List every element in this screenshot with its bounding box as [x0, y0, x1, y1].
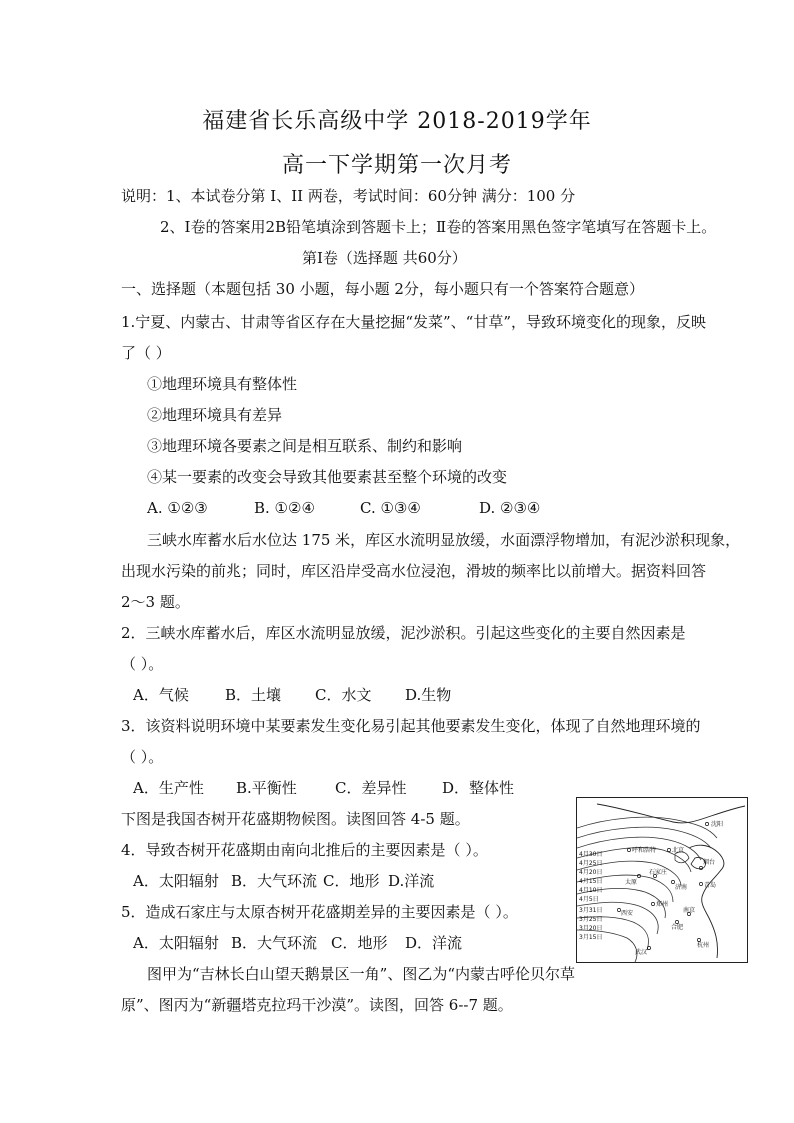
q1-option-a[interactable]: A. ①②③ — [147, 499, 208, 517]
q3-option-b[interactable]: B.平衡性 — [236, 779, 297, 797]
q1-option-d[interactable]: D. ②③④ — [479, 499, 541, 517]
city-taiyuan: 太原 — [625, 879, 638, 886]
q2-option-a[interactable]: A．气候 — [133, 686, 189, 704]
q3-option-a[interactable]: A．生产性 — [133, 779, 204, 797]
city-hangzhou: 杭州 — [697, 942, 710, 949]
city-qingdao: 青岛 — [704, 882, 717, 889]
city-hefei: 合肥 — [671, 924, 684, 931]
q5-stem: 5．造成石家庄与太原杏树开花盛期差异的主要因素是（ ）。 — [121, 903, 518, 921]
date-label-4: 4月15日 — [579, 878, 603, 885]
city-zhengzhou: 郑州 — [656, 901, 669, 908]
q2-option-c[interactable]: C．水文 — [315, 686, 372, 704]
date-label-8: 3月25日 — [579, 916, 603, 923]
q3-option-d[interactable]: D．整体性 — [442, 779, 515, 797]
q1-stem-line2: 了（ ） — [121, 344, 171, 362]
q1-stem-line1: 1.宁夏、内蒙古、甘肃等省区存在大量挖掘“发菜”、“甘草”，导致环境变化的现象，反映 — [121, 313, 706, 331]
date-label-3: 4月20日 — [579, 869, 603, 876]
q1-statement-4: ④某一要素的改变会导致其他要素甚至整个环境的改变 — [147, 468, 508, 486]
q1-statement-1: ①地理环境具有整体性 — [147, 375, 298, 393]
q3-stem-line1: 3．该资料说明环境中某要素发生变化易引起其他要素发生变化，体现了自然地理环境的 — [121, 717, 701, 735]
date-label-9: 3月20日 — [579, 925, 603, 932]
isoline-date-labels — [579, 850, 602, 941]
city-hohhot: 呼和浩特 — [632, 847, 657, 854]
section-instruction: 一、选择题（本题包括 30 小题，每小题 2分，每小题只有一个答案符合题意） — [121, 280, 644, 298]
exam-title: 福建省长乐高级中学 2018-2019学年 — [202, 109, 592, 134]
apricot-phenology-map — [576, 797, 748, 963]
passage1-line1: 三峡水库蓄水后水位达 175 米，库区水流明显放缓，水面漂浮物增加，有泥沙淤积现象， — [147, 531, 741, 549]
q2-option-b[interactable]: B．土壤 — [225, 686, 282, 704]
city-nanjing: 南京 — [683, 907, 696, 914]
q5-option-a[interactable]: A．太阳辐射 — [133, 934, 219, 952]
q2-stem-line2: （ ）。 — [121, 655, 164, 673]
phenology-map-figure — [577, 798, 747, 962]
date-label-1: 4月30日 — [579, 851, 603, 858]
passage1-line3: 2～3 题。 — [121, 593, 190, 611]
city-beijing: 北京 — [672, 847, 685, 854]
q3-options — [133, 778, 514, 798]
passage2-line2: 原”、图丙为“新疆塔克拉玛干沙漠”。读图，回答 6--7 题。 — [121, 996, 513, 1014]
exam-subtitle: 高一下学期第一次月考 — [281, 153, 512, 178]
q4-5-intro: 下图是我国杏树开花盛期物候图。读图回答 4-5 题。 — [121, 810, 470, 828]
q4-option-b[interactable]: B．大气环流 — [231, 872, 318, 890]
q5-option-b[interactable]: B．大气环流 — [231, 934, 318, 952]
q4-option-d[interactable]: D.洋流 — [388, 872, 435, 890]
instruction-note-2: 2、Ⅰ卷的答案用2B铅笔填涂到答题卡上；Ⅱ卷的答案用黑色签字笔填写在答题卡上。 — [160, 218, 717, 236]
date-label-10: 3月15日 — [579, 934, 603, 941]
q5-option-c[interactable]: C．地形 — [331, 934, 388, 952]
q2-options — [133, 685, 451, 705]
q5-options — [133, 933, 462, 953]
q4-option-a[interactable]: A．太阳辐射 — [133, 872, 219, 890]
q4-options — [133, 871, 434, 891]
city-yantai: 烟台 — [703, 859, 716, 866]
q1-option-c[interactable]: C. ①③④ — [360, 499, 421, 517]
q3-option-c[interactable]: C．差异性 — [335, 779, 407, 797]
section-title: 第Ⅰ卷（选择题 共60分） — [302, 249, 467, 267]
instruction-note-1: 说明：1、本试卷分第 I、II 两卷，考试时间：60分钟 满分：100 分 — [121, 187, 576, 205]
q2-stem-line1: 2．三峡水库蓄水后，库区水流明显放缓，泥沙淤积。引起这些变化的主要自然因素是 — [121, 624, 686, 642]
city-shijiazhuang: 石家庄 — [649, 869, 668, 876]
date-label-2: 4月25日 — [579, 860, 603, 867]
q4-stem: 4．导致杏树开花盛期由南向北推后的主要因素是（ ）。 — [121, 841, 488, 859]
city-shenyang: 沈阳 — [711, 821, 724, 828]
passage1-line2: 出现水污染的前兆；同时，库区沿岸受高水位浸泡，滑坡的频率比以前增大。据资料回答 — [121, 562, 707, 580]
city-wuhan: 武汉 — [635, 949, 648, 956]
date-label-6: 4月5日 — [579, 896, 599, 903]
q1-options — [147, 498, 540, 518]
q1-statement-2: ②地理环境具有差异 — [147, 406, 283, 424]
passage2-line1: 图甲为“吉林长白山望天鹅景区一角”、图乙为“内蒙古呼伦贝尔草 — [147, 965, 576, 983]
q4-option-c[interactable]: C．地形 — [323, 872, 380, 890]
q5-option-d[interactable]: D．洋流 — [405, 934, 463, 952]
q1-statement-3: ③地理环境各要素之间是相互联系、制约和影响 — [147, 437, 463, 455]
city-xian: 西安 — [621, 910, 634, 917]
q1-option-b[interactable]: B. ①②④ — [254, 499, 315, 517]
city-jinan: 济南 — [675, 884, 688, 891]
date-label-7: 3月31日 — [579, 907, 603, 914]
q2-option-d[interactable]: D.生物 — [405, 686, 452, 704]
date-label-5: 4月10日 — [579, 887, 603, 894]
q3-stem-line2: （ ）。 — [121, 748, 164, 766]
